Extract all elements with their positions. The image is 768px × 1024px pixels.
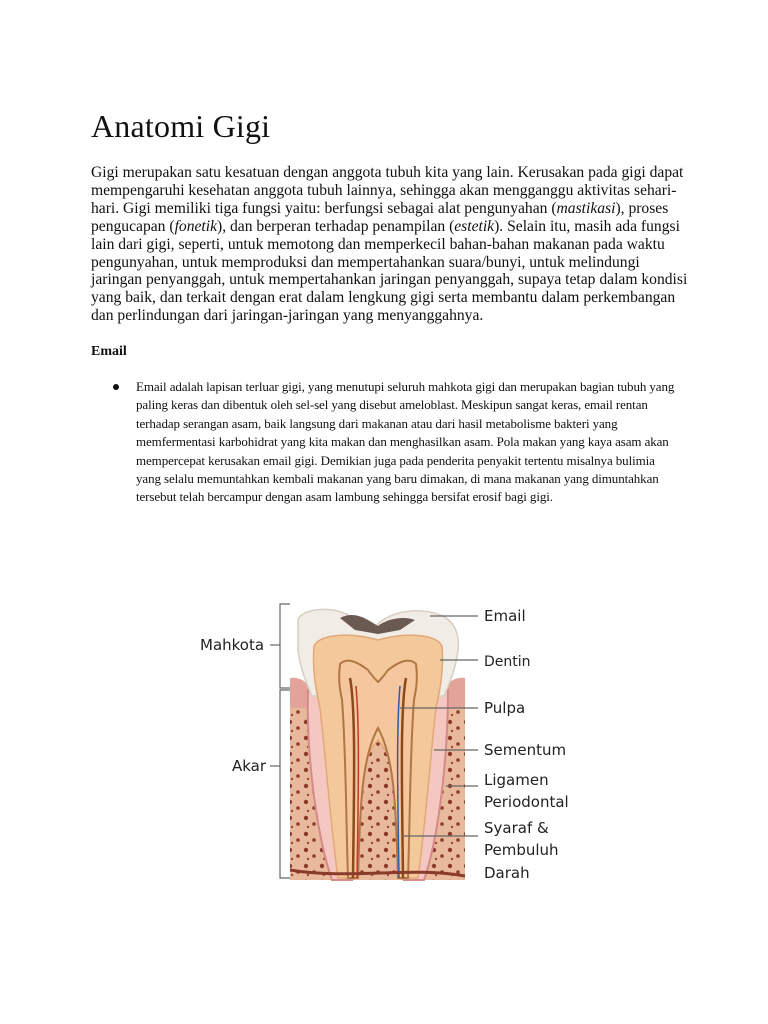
bracket-lines bbox=[270, 604, 290, 878]
intro-text: Gigi merupakan satu kesatuan dengan anggota tubuh kita yang lain. Kerusakan pada gigi dapat mempengaruhi kesehatan anggota tubuh lainnya, sehingga akan mengganggu aktivitas sehari-hari. Gigi memiliki tiga fungsi yaitu: berfungsi sebagai alat pengunyahan ( bbox=[91, 164, 684, 217]
label-cementum: Sementum bbox=[484, 741, 567, 759]
label-ligament-line2: Periodontal bbox=[484, 793, 569, 811]
tooth-anatomy-figure bbox=[190, 590, 570, 890]
crown-bracket bbox=[280, 604, 290, 688]
intro-italic-term: mastikasi bbox=[556, 199, 616, 217]
intro-italic-term: estetik bbox=[454, 217, 495, 235]
page-title: Anatomi Gigi bbox=[91, 108, 271, 144]
bullet-text: Email adalah lapisan terluar gigi, yang menutupi seluruh mahkota gigi dan merupakan bagian tubuh yang paling keras dan dibentuk oleh sel-sel yang disebut ameloblast. Meskipun sangat keras, email rentan terhadap serangan asam, baik langsung dari makanan atau dari hasil metabolisme bakteri yang memfermentasi karbohidrat yang kita makan dan menghasilkan asam. Pola makan yang kaya asam akan mempercepat kerusakan email gigi. Demikian juga pada penderita penyakit tertentu misalnya bulimia yang selalu memuntahkan kembali makanan yang baru dimakan, di mana makanan yang dimuntahkan tersebut telah bercampur dengan asam lambung sehingga bersifat erosif bagi gigi. bbox=[136, 379, 675, 505]
root-bracket bbox=[280, 690, 290, 878]
list-item bbox=[110, 378, 675, 507]
intro-paragraph bbox=[91, 164, 691, 325]
label-ligament-line1: Ligamen bbox=[484, 771, 549, 789]
intro-text: ), dan berperan terhadap penampilan ( bbox=[217, 217, 455, 235]
intro-italic-term: fonetik bbox=[174, 217, 217, 235]
label-dentin: Dentin bbox=[484, 654, 531, 670]
bullet-icon bbox=[113, 384, 119, 390]
intro-text: ). Selain itu, masih ada fungsi lain dari gigi, seperti, untuk memotong dan memperkecil bahan-bahan makanan pada waktu pengunyahan, untuk memproduksi dan mempertahankan suara/bunyi, untuk melindungi jaringan penyanggah, untuk mempertahankan jaringan penyanggah, supaya tetap dalam kondisi yang baik, dan terkait dengan erat dalam lengkung gigi serta membantu dalam perkembangan dan perlindungan dari jaringan-jaringan yang menyanggahnya. bbox=[91, 217, 688, 325]
label-enamel: Email bbox=[484, 607, 526, 625]
label-nerve-line2: Pembuluh bbox=[484, 841, 559, 859]
label-crown: Mahkota bbox=[200, 636, 265, 654]
label-pulp: Pulpa bbox=[484, 699, 526, 717]
label-root: Akar bbox=[232, 757, 267, 775]
bullet-list bbox=[110, 378, 675, 507]
tooth-diagram bbox=[190, 590, 570, 890]
label-nerve-line3: Darah bbox=[484, 864, 530, 882]
label-nerve-line1: Syaraf & bbox=[484, 819, 549, 837]
tooth-illustration bbox=[290, 609, 465, 880]
section-heading: Email bbox=[91, 344, 127, 359]
intro-text: ), proses pengucapan ( bbox=[91, 199, 669, 235]
